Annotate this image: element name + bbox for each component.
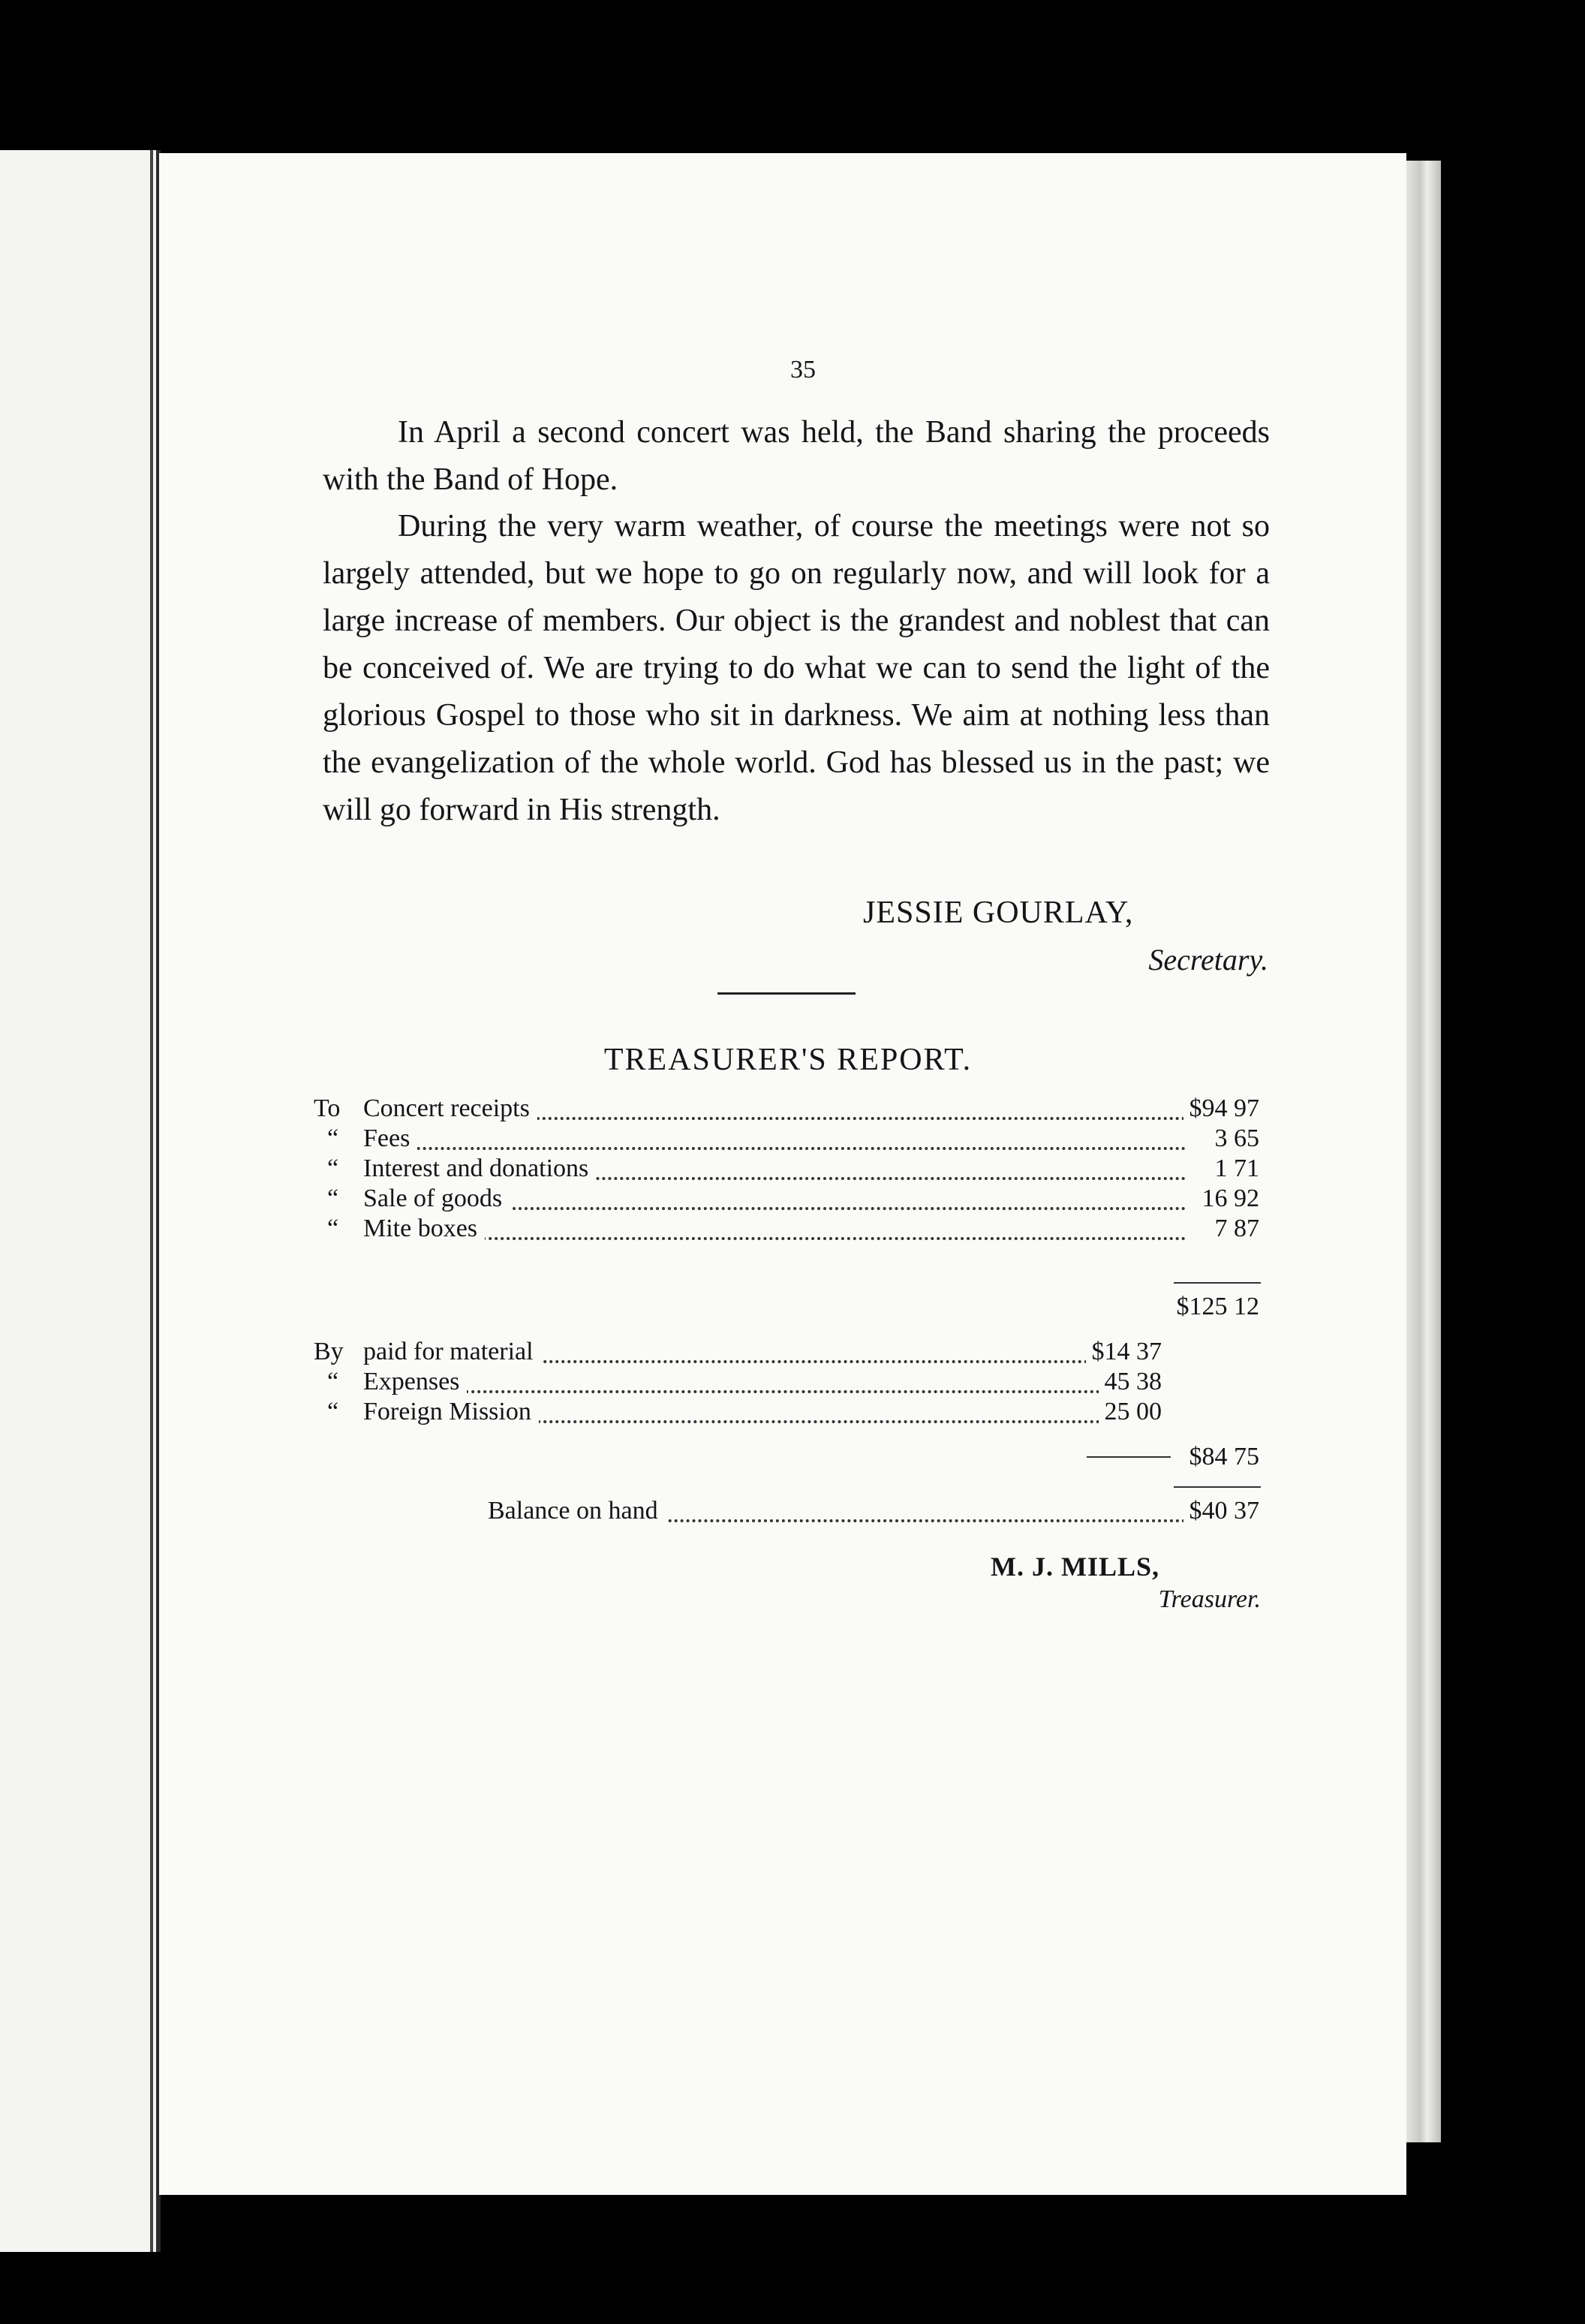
leader-dots	[363, 1147, 1186, 1150]
page-number: 35	[790, 356, 816, 384]
row-label: Interest and donations	[363, 1154, 596, 1183]
row-label: Fees	[363, 1124, 417, 1153]
balance-row	[314, 1497, 1259, 1527]
row-amount: 16 92	[1196, 1185, 1260, 1213]
receipts-total-row	[314, 1293, 1259, 1323]
row-lead: “	[327, 1185, 339, 1212]
row-lead: “	[327, 1154, 339, 1182]
report-title: TREASURER'S REPORT.	[603, 1043, 973, 1077]
ledger	[314, 0, 1259, 2324]
ledger-row	[314, 1094, 1259, 1124]
balance-label: Balance on hand	[488, 1497, 666, 1525]
row-amount: 7 87	[1209, 1215, 1260, 1243]
ledger-row	[314, 1338, 1259, 1368]
row-label: Expenses	[363, 1368, 467, 1396]
page-stack-edge	[1406, 161, 1441, 2142]
row-lead: “	[327, 1124, 339, 1152]
row-lead: To	[314, 1094, 341, 1122]
payments-total-row	[314, 1443, 1259, 1473]
ledger-row	[314, 1215, 1259, 1245]
row-lead: By	[314, 1338, 344, 1365]
receipts-total-rule	[1174, 1282, 1261, 1284]
payments-total: $84 75	[1183, 1443, 1260, 1471]
row-amount: 3 65	[1209, 1124, 1260, 1153]
row-lead: “	[327, 1215, 339, 1242]
row-lead: “	[327, 1368, 339, 1395]
row-label: Foreign Mission	[363, 1398, 539, 1426]
treasurer-role: Treasurer.	[1158, 1585, 1261, 1613]
paragraph-2-text: During the very warm weather, of course the meetings were not so largely attended, but we hope to go on regularly now, and will look for a large increase of members. Our object is the grandest and noblest that can be conceived of. We are trying to do what we can to send the light of the glorious Gospel to those who sit in darkness. We aim at nothing less than the evangelization of the whole world. God has blessed us in the past; we will go forward in His strength.	[323, 509, 1270, 827]
row-amount: 45 38	[1099, 1368, 1162, 1396]
secretary-role: Secretary.	[1148, 943, 1268, 977]
receipts-total: $125 12	[1171, 1293, 1260, 1321]
row-lead: “	[327, 1398, 339, 1425]
ledger-row	[314, 1185, 1259, 1215]
paragraph-1-text: In April a second concert was held, the Band sharing the proceeds with the Band of Hope.	[323, 415, 1270, 497]
left-page-edge	[0, 150, 161, 2252]
balance-amount: $40 37	[1183, 1497, 1260, 1525]
row-amount: $14 37	[1086, 1338, 1162, 1366]
ledger-row	[314, 1398, 1259, 1428]
row-label: Concert receipts	[363, 1094, 537, 1123]
row-amount: $94 97	[1183, 1094, 1260, 1123]
treasurer-name: M. J. MILLS,	[991, 1552, 1160, 1582]
ledger-row	[314, 1124, 1259, 1154]
leader-dots	[363, 1237, 1186, 1240]
ledger-row	[314, 1368, 1259, 1398]
row-amount: 25 00	[1099, 1398, 1162, 1426]
row-amount: 1 71	[1209, 1154, 1260, 1183]
row-label: paid for material	[363, 1338, 541, 1366]
secretary-name: JESSIE GOURLAY,	[863, 896, 1134, 930]
row-label: Mite boxes	[363, 1215, 485, 1243]
binding-fold	[150, 150, 153, 2252]
ledger-row	[314, 1154, 1259, 1185]
leader-dots	[363, 1390, 1106, 1393]
balance-rule	[1174, 1486, 1261, 1488]
row-label: Sale of goods	[363, 1185, 510, 1213]
